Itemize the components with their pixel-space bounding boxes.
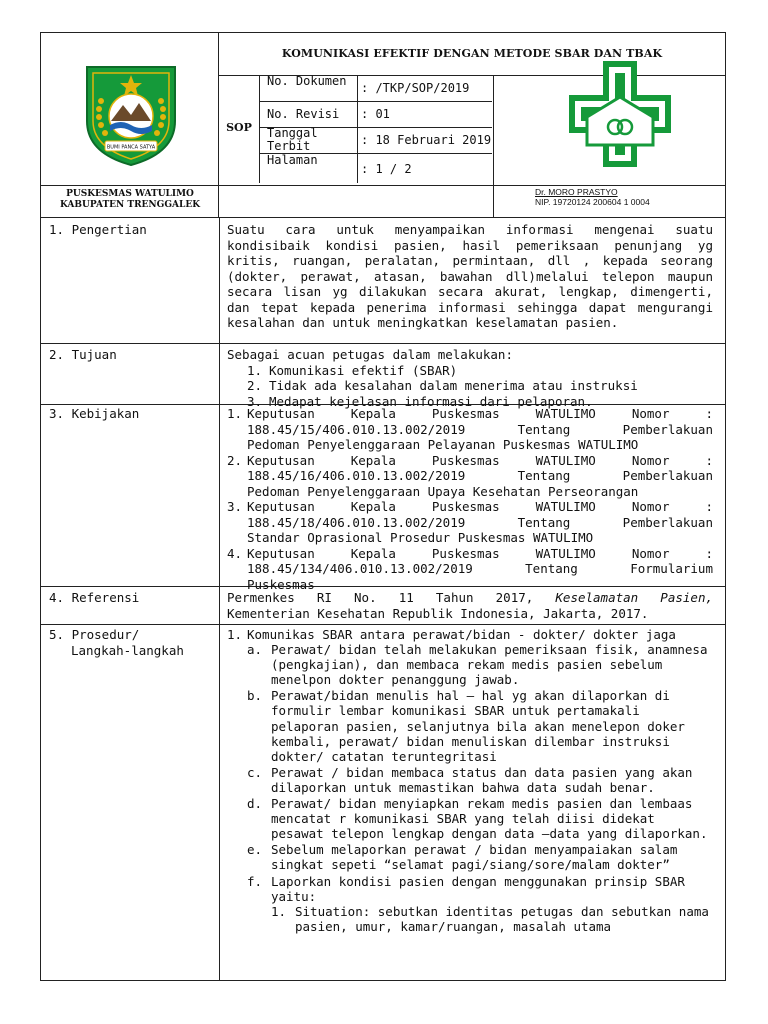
referensi-source: Permenkes RI No. 11 Tahun 2017, xyxy=(227,590,534,605)
puskesmas-logo-icon xyxy=(563,59,677,169)
field-label-halaman: Halaman xyxy=(267,153,318,167)
section-text-pengertian: Suatu cara untuk menyampaikan informasi mengenai suatu kondisibaik kondisi pasien, hasil pemeriksaan penunjang yg kritis, ruangan, peralatan, permintaan, dll , kepada seorang (dokter, perawat, atasan, bawahan dll)melalui telepon maupun secara lisan yg dilakukan secara akurat, lengkap, dimengerti, dan tepat kepada penerima informasi sehingga dapat mengurangi kesalahan dan untuk meningkatkan keselamatan pasien. xyxy=(227,222,713,330)
signer-name: Dr. MORO PRASTYO xyxy=(535,187,618,197)
signer-block xyxy=(535,187,650,207)
tujuan-intro: Sebagai acuan petugas dalam melakukan: xyxy=(227,347,513,362)
trenggalek-emblem-icon xyxy=(79,61,183,167)
list-item: 1. Keputusan Kepala Puskesmas WATULIMO Nomor : 188.45/15/406.010.13.002/2019 Tentang Pemberlakuan Pedoman Penyelenggaraan Pelayanan Puskesmas WATULIMO xyxy=(227,406,713,452)
section-label-kebijakan: 3. Kebijakan xyxy=(49,406,140,421)
list-item: f. Laporkan kondisi pasien dengan menggunakan prinsip SBAR yaitu: xyxy=(247,873,685,904)
emblem-motto: BUMI PANCA SATYA xyxy=(106,144,156,151)
referensi-publisher: Kementerian Kesehatan Republik Indonesia, Jakarta, 2017. xyxy=(227,605,649,621)
document-title: KOMUNIKASI EFEKTIF DENGAN METODE SBAR DAN TBAK xyxy=(281,47,663,60)
section-body-tujuan xyxy=(227,347,713,409)
field-value-no-dokumen: : /TKP/SOP/2019 xyxy=(361,81,470,95)
sop-header xyxy=(40,32,726,218)
field-value-no-revisi: : 01 xyxy=(361,107,390,121)
list-item: c. Perawat / bidan membaca status dan data pasien yang akan dilaporkan untuk memastikan bahwa data sudah benar. xyxy=(247,764,693,795)
field-label-no-dokumen: No. Dokumen xyxy=(267,74,347,88)
section-label-pengertian: 1. Pengertian xyxy=(49,222,147,237)
list-item: 3. Keputusan Kepala Puskesmas WATULIMO Nomor : 188.45/18/406.010.13.002/2019 Tentang Pemberlakuan Standar Oprasional Prosedur Puskesmas WATULIMO xyxy=(227,499,713,545)
sop-label: SOP xyxy=(226,121,252,134)
list-item: 2. Keputusan Kepala Puskesmas WATULIMO Nomor : 188.45/16/406.010.13.002/2019 Tentang Pemberlakuan Pedoman Penyelenggaraan Upaya Kesehatan Perseorangan xyxy=(227,452,713,499)
list-item: b. Perawat/bidan menulis hal – hal yg akan dilaporkan di formulir lembar komunikasi SBAR untuk pertamakali pelaporan pasien, selanjutnya bila akan menelepon doker kembali, perawat/ bidan menuliskan dilembar instruksi dokter/ catatan teruntegritasi xyxy=(247,688,685,764)
section-body-prosedur xyxy=(227,627,713,934)
section-label-prosedur: 5. Prosedur/ Langkah-langkah xyxy=(49,627,184,658)
list-item: 4. Keputusan Kepala Puskesmas WATULIMO Nomor : 188.45/134/406.010.13.002/2019 Tentang Formularium Puskesmas xyxy=(227,545,713,592)
list-item: 2. Tidak ada kesalahan dalam menerima atau instruksi xyxy=(247,378,638,393)
section-body-referensi xyxy=(227,590,713,621)
list-item: e. Sebelum melaporkan perawat / bidan menyampaiakan salam singkat sepeti “selamat pagi/siang/sore/malam dokter” xyxy=(247,842,678,873)
list-item: 1. Situation: sebutkan identitas petugas dan sebutkan nama pasien, umur, kamar/ruangan, masalah utama xyxy=(271,903,709,934)
field-value-tanggal-terbit: : 18 Februari 2019 xyxy=(361,133,492,147)
section-label-tujuan: 2. Tujuan xyxy=(49,347,117,362)
referensi-title: Keselamatan Pasien, xyxy=(555,590,713,605)
section-body-kebijakan xyxy=(227,406,713,592)
list-item: d. Perawat/ bidan menyiapkan rekam medis pasien dan lembaas mencatat r komunikasi SBAR yang telah diisi didekat pesawat telepon lengkap dengan data –data yang dilaporkan. xyxy=(247,796,708,842)
signer-nip: NIP. 19720124 200604 1 0004 xyxy=(535,197,650,207)
list-item: 3. Medapat kejelasan informasi dari pelaporan. xyxy=(247,393,593,409)
field-label-tanggal-terbit: Tanggal Terbit xyxy=(267,126,318,153)
organization-name: PUSKESMAS WATULIMO KABUPATEN TRENGGALEK xyxy=(59,189,201,210)
field-label-no-revisi: No. Revisi xyxy=(267,107,340,121)
list-item: a. Perawat/ bidan telah melakukan pemeriksaan fisik, anamnesa (pengkajian), dan membaca rekam medis pasien sebelum menelpon dokter penanggung jawab. xyxy=(247,642,708,688)
field-value-halaman: : 1 / 2 xyxy=(361,162,412,176)
list-item: 1. Komunikas SBAR antara perawat/bidan - dokter/ dokter jaga xyxy=(227,627,676,642)
section-label-referensi: 4. Referensi xyxy=(49,590,140,605)
sop-content-table xyxy=(40,218,726,981)
list-item: 1. Komunikasi efektif (SBAR) xyxy=(247,362,458,378)
